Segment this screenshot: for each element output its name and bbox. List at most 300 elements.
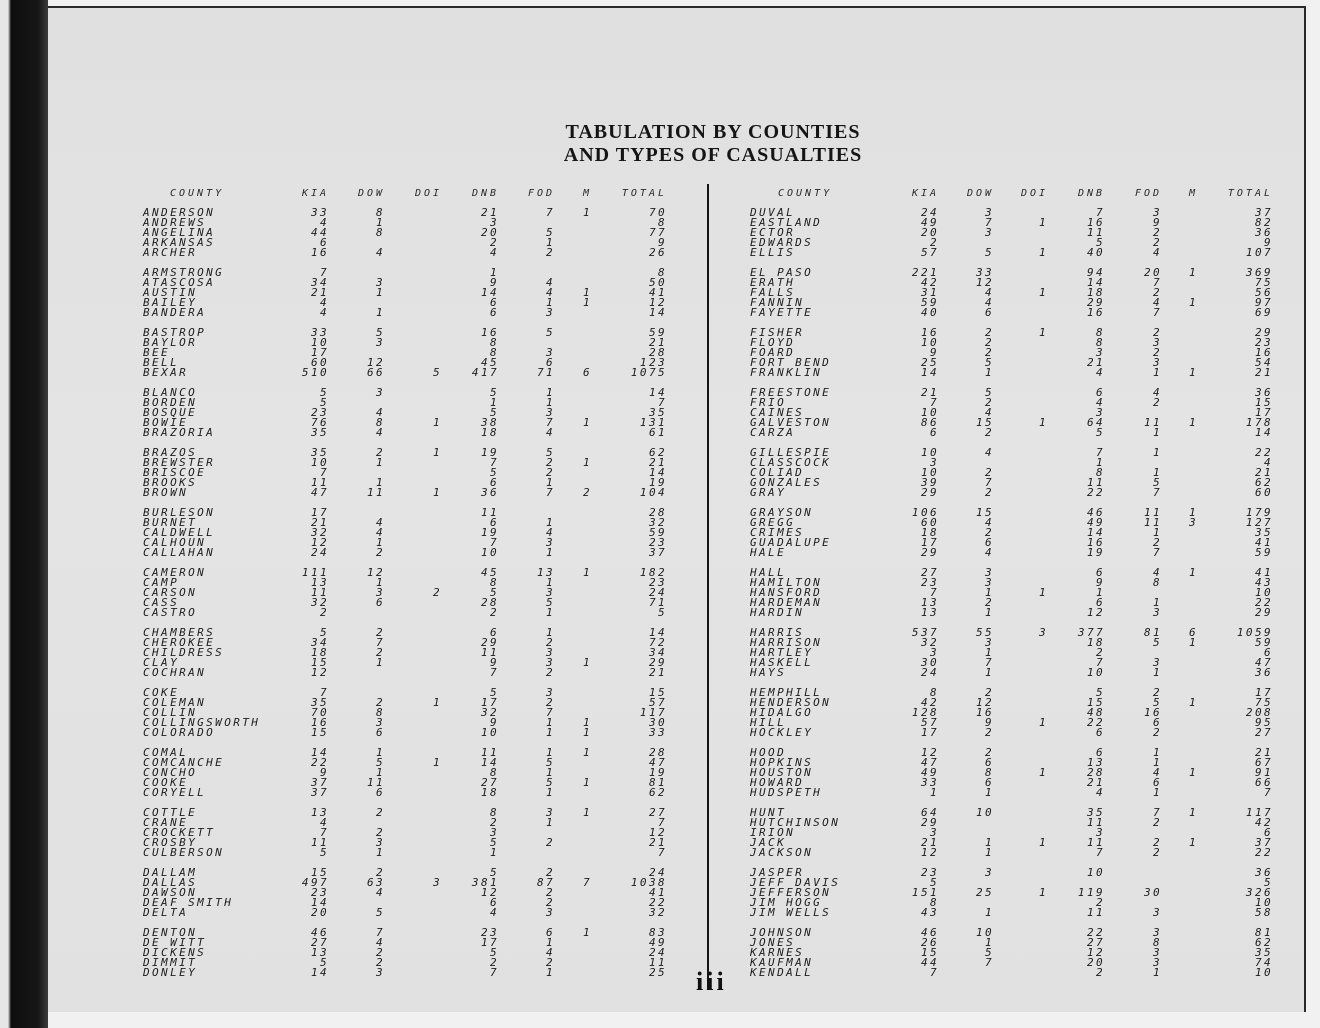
dnb-count: 7 (489, 666, 499, 679)
kia-count: 44 (920, 956, 939, 969)
dnb-count: 94 (1086, 266, 1105, 279)
fod-count: 2 (1152, 236, 1162, 249)
dow-count: 8 (375, 206, 385, 219)
kia-count: 4 (319, 216, 329, 229)
fod-count: 11 (1143, 506, 1162, 519)
dnb-count: 23 (480, 926, 499, 939)
dnb-count: 16 (480, 326, 499, 339)
county-name: HAYS (750, 666, 787, 679)
fod-count: 1 (1152, 426, 1162, 439)
fod-count: 3 (1152, 946, 1162, 959)
total-count: 24 (648, 946, 667, 959)
county-row (740, 648, 1300, 658)
m-count: 1 (582, 286, 592, 299)
dnb-count: 2 (489, 606, 499, 619)
dnb-count: 18 (1086, 636, 1105, 649)
total-count: 36 (1254, 866, 1273, 879)
doi-count: 1 (432, 416, 442, 429)
dnb-count: 6 (489, 626, 499, 639)
fod-count: 4 (1152, 766, 1162, 779)
county-name: ANDERSON (143, 206, 216, 219)
dnb-count: 6 (489, 896, 499, 909)
county-row (740, 608, 1300, 618)
dnb-count: 11 (480, 646, 499, 659)
county-row (740, 908, 1300, 918)
county-row (740, 628, 1300, 638)
county-name: HALE (750, 546, 787, 559)
total-count: 21 (648, 836, 667, 849)
dnb-count: 7 (1095, 846, 1105, 859)
total-count: 15 (648, 686, 667, 699)
county-row (130, 358, 690, 368)
dow-count: 11 (366, 776, 385, 789)
fod-count: 4 (1152, 296, 1162, 309)
kia-count: 60 (920, 516, 939, 529)
kia-count: 6 (929, 426, 939, 439)
total-count: 15 (1254, 396, 1273, 409)
dnb-count: 27 (1086, 936, 1105, 949)
total-count: 12 (648, 296, 667, 309)
county-name: ANGELINA (143, 226, 216, 239)
dnb-count: 20 (480, 226, 499, 239)
county-row (130, 788, 690, 798)
kia-count: 221 (911, 266, 939, 279)
county-name: FOARD (750, 346, 796, 359)
dnb-count: 5 (489, 946, 499, 959)
kia-count: 32 (310, 596, 329, 609)
dnb-count: 19 (480, 446, 499, 459)
m-count: 3 (1188, 516, 1198, 529)
dow-count: 33 (975, 266, 994, 279)
county-name: CASTRO (143, 606, 198, 619)
total-count: 36 (1254, 226, 1273, 239)
fod-count: 8 (1152, 936, 1162, 949)
county-row (740, 358, 1300, 368)
column-header-doi: DOI (414, 188, 442, 199)
kia-count: 14 (920, 366, 939, 379)
county-row (130, 878, 690, 888)
total-count: 57 (648, 696, 667, 709)
fod-count: 2 (1152, 536, 1162, 549)
m-count: 1 (1188, 566, 1198, 579)
county-row (740, 328, 1300, 338)
total-count: 7 (657, 816, 667, 829)
total-count: 37 (648, 546, 667, 559)
kia-count: 7 (319, 266, 329, 279)
county-name: FISHER (750, 326, 805, 339)
county-row (130, 298, 690, 308)
dnb-count: 7 (489, 536, 499, 549)
dow-count: 4 (375, 886, 385, 899)
county-name: HARDIN (750, 606, 805, 619)
kia-count: 15 (310, 866, 329, 879)
county-name: BAYLOR (143, 336, 198, 349)
kia-count: 9 (929, 346, 939, 359)
dnb-count: 2 (1095, 896, 1105, 909)
total-count: 127 (1245, 516, 1273, 529)
dnb-count: 9 (489, 656, 499, 669)
county-row (740, 368, 1300, 378)
county-name: JEFF DAVIS (750, 876, 841, 889)
county-row (740, 788, 1300, 798)
county-name: FORT BEND (750, 356, 832, 369)
dnb-count: 11 (1086, 836, 1105, 849)
dow-count: 5 (984, 946, 994, 959)
county-row (130, 508, 690, 518)
fod-count: 2 (545, 456, 555, 469)
m-count: 1 (582, 776, 592, 789)
county-name: BRAZOS (143, 446, 198, 459)
fod-count: 3 (1152, 656, 1162, 669)
fod-count: 5 (545, 226, 555, 239)
dnb-count: 10 (1086, 866, 1105, 879)
kia-count: 64 (920, 806, 939, 819)
fod-count: 16 (1143, 706, 1162, 719)
county-name: HARDEMAN (750, 596, 823, 609)
dnb-count: 9 (489, 276, 499, 289)
county-row (740, 308, 1300, 318)
dow-count: 4 (375, 246, 385, 259)
total-count: 61 (648, 426, 667, 439)
county-row (740, 928, 1300, 938)
county-name: HOUSTON (750, 766, 814, 779)
fod-count: 6 (1152, 776, 1162, 789)
left-casualty-table (130, 184, 690, 984)
county-name: DICKENS (143, 946, 207, 959)
county-name: COCHRAN (143, 666, 207, 679)
column-header-dow: DOW (357, 188, 385, 199)
dnb-count: 7 (1095, 446, 1105, 459)
county-row (130, 648, 690, 658)
kia-count: 29 (920, 816, 939, 829)
kia-count: 24 (920, 206, 939, 219)
dow-count: 1 (984, 366, 994, 379)
county-row (130, 248, 690, 258)
fod-count: 2 (1152, 396, 1162, 409)
dnb-count: 377 (1077, 626, 1105, 639)
total-count: 104 (639, 486, 667, 499)
right-casualty-table (740, 184, 1300, 984)
county-name: GALVESTON (750, 416, 832, 429)
m-count: 1 (1188, 766, 1198, 779)
kia-count: 16 (310, 716, 329, 729)
county-name: CAMP (143, 576, 180, 589)
total-count: 19 (648, 476, 667, 489)
dow-count: 2 (984, 526, 994, 539)
fod-count: 1 (545, 746, 555, 759)
county-row (130, 588, 690, 598)
dnb-count: 6 (1095, 746, 1105, 759)
fod-count: 3 (1152, 926, 1162, 939)
dnb-count: 8 (489, 336, 499, 349)
total-count: 178 (1245, 416, 1273, 429)
fod-count: 2 (545, 666, 555, 679)
county-name: HUNT (750, 806, 787, 819)
fod-count: 1 (1152, 526, 1162, 539)
county-name: BOWIE (143, 416, 189, 429)
kia-count: 9 (319, 766, 329, 779)
dow-count: 7 (984, 656, 994, 669)
county-name: HALL (750, 566, 787, 579)
doi-count: 1 (1038, 586, 1048, 599)
fod-count: 7 (1152, 306, 1162, 319)
county-name: BREWSTER (143, 456, 216, 469)
dnb-count: 5 (1095, 236, 1105, 249)
kia-count: 7 (319, 686, 329, 699)
dnb-count: 5 (489, 386, 499, 399)
dnb-count: 2 (1095, 966, 1105, 979)
county-name: HARTLEY (750, 646, 814, 659)
dnb-count: 16 (1086, 536, 1105, 549)
m-count: 6 (1188, 626, 1198, 639)
fod-count: 1 (1152, 446, 1162, 459)
county-row (740, 718, 1300, 728)
fod-count: 30 (1143, 886, 1162, 899)
fod-count: 1 (545, 816, 555, 829)
dnb-count: 45 (480, 356, 499, 369)
county-row (130, 568, 690, 578)
county-row (740, 218, 1300, 228)
dow-count: 15 (975, 506, 994, 519)
dow-count: 5 (984, 246, 994, 259)
page-number: iii (696, 967, 727, 996)
fod-count: 4 (1152, 386, 1162, 399)
total-count: 9 (657, 236, 667, 249)
county-name: FANNIN (750, 296, 805, 309)
county-row (130, 958, 690, 968)
county-row (130, 658, 690, 668)
page-title-line-1: TABULATION BY COUNTIES (565, 121, 861, 143)
total-count: 26 (648, 246, 667, 259)
county-name: BEE (143, 346, 171, 359)
kia-count: 3 (929, 646, 939, 659)
kia-count: 32 (920, 636, 939, 649)
header-row (130, 189, 690, 199)
dow-count: 3 (375, 716, 385, 729)
fod-count: 2 (1152, 836, 1162, 849)
fod-count: 4 (545, 286, 555, 299)
header-row (740, 189, 1300, 199)
county-row (740, 398, 1300, 408)
kia-count: 10 (310, 336, 329, 349)
county-row (740, 238, 1300, 248)
column-header-dnb: DNB (1077, 188, 1105, 199)
dnb-count: 8 (489, 766, 499, 779)
fod-count: 1 (545, 476, 555, 489)
kia-count: 15 (310, 726, 329, 739)
fod-count: 7 (1152, 276, 1162, 289)
kia-count: 33 (310, 326, 329, 339)
county-name: BEXAR (143, 366, 189, 379)
total-count: 6 (1263, 826, 1273, 839)
county-row (740, 598, 1300, 608)
county-name: JOHNSON (750, 926, 814, 939)
fod-count: 1 (1152, 366, 1162, 379)
county-row (130, 868, 690, 878)
fod-count: 1 (545, 236, 555, 249)
county-row (740, 948, 1300, 958)
dnb-count: 6 (1095, 596, 1105, 609)
dnb-count: 20 (1086, 956, 1105, 969)
fod-count: 1 (545, 766, 555, 779)
fod-count: 71 (536, 366, 555, 379)
kia-count: 7 (929, 586, 939, 599)
county-name: HENDERSON (750, 696, 832, 709)
fod-count: 1 (1152, 466, 1162, 479)
county-name: DAWSON (143, 886, 198, 899)
total-count: 17 (1254, 686, 1273, 699)
dow-count: 1 (984, 646, 994, 659)
dow-count: 12 (366, 356, 385, 369)
dow-count: 2 (375, 546, 385, 559)
total-count: 59 (648, 326, 667, 339)
dnb-count: 7 (1095, 656, 1105, 669)
total-count: 25 (648, 966, 667, 979)
dnb-count: 4 (489, 906, 499, 919)
county-name: DUVAL (750, 206, 796, 219)
county-name: GILLESPIE (750, 446, 832, 459)
county-name: DALLAM (143, 866, 198, 879)
fod-count: 2 (545, 246, 555, 259)
kia-count: 47 (920, 756, 939, 769)
county-row (740, 768, 1300, 778)
county-name: ARCHER (143, 246, 198, 259)
kia-count: 37 (310, 776, 329, 789)
dnb-count: 6 (489, 476, 499, 489)
county-name: CULBERSON (143, 846, 225, 859)
county-name: JACK (750, 836, 787, 849)
total-count: 69 (1254, 306, 1273, 319)
total-count: 74 (1254, 956, 1273, 969)
fod-count: 1 (545, 716, 555, 729)
doi-count: 1 (432, 756, 442, 769)
dow-count: 7 (984, 216, 994, 229)
dow-count: 5 (984, 386, 994, 399)
kia-count: 42 (920, 276, 939, 289)
fod-count: 1 (1152, 666, 1162, 679)
dow-count: 3 (984, 206, 994, 219)
dnb-count: 5 (1095, 686, 1105, 699)
dnb-count: 417 (471, 366, 499, 379)
m-count: 1 (582, 456, 592, 469)
total-count: 16 (1254, 346, 1273, 359)
column-header-county: COUNTY (778, 188, 833, 199)
total-count: 29 (648, 656, 667, 669)
kia-count: 128 (911, 706, 939, 719)
dnb-count: 2 (489, 236, 499, 249)
fod-count: 2 (545, 696, 555, 709)
dnb-count: 15 (1086, 696, 1105, 709)
kia-count: 17 (920, 536, 939, 549)
total-count: 58 (1254, 906, 1273, 919)
county-row (130, 698, 690, 708)
total-count: 56 (1254, 286, 1273, 299)
county-name: FRANKLIN (750, 366, 823, 379)
column-header-dow: DOW (966, 188, 994, 199)
kia-count: 57 (920, 246, 939, 259)
county-row (130, 668, 690, 678)
doi-count: 3 (432, 876, 442, 889)
total-count: 7 (657, 396, 667, 409)
county-name: ANDREWS (143, 216, 207, 229)
county-row (130, 768, 690, 778)
county-row (740, 888, 1300, 898)
kia-count: 24 (310, 546, 329, 559)
dow-count: 3 (984, 576, 994, 589)
total-count: 22 (1254, 846, 1273, 859)
dow-count: 3 (984, 636, 994, 649)
total-count: 5 (1263, 876, 1273, 889)
fod-count: 6 (1152, 716, 1162, 729)
kia-count: 3 (929, 826, 939, 839)
dow-count: 1 (375, 476, 385, 489)
county-name: CRIMES (750, 526, 805, 539)
dnb-count: 11 (1086, 816, 1105, 829)
total-count: 41 (1254, 566, 1273, 579)
kia-count: 21 (920, 836, 939, 849)
fod-count: 2 (1152, 226, 1162, 239)
dow-count: 1 (375, 456, 385, 469)
total-count: 131 (639, 416, 667, 429)
dow-count: 1 (375, 306, 385, 319)
county-row (130, 458, 690, 468)
total-count: 95 (1254, 716, 1273, 729)
county-row (130, 428, 690, 438)
dow-count: 2 (984, 466, 994, 479)
total-count: 28 (648, 746, 667, 759)
dow-count: 1 (375, 216, 385, 229)
county-row (740, 588, 1300, 598)
dow-count: 1 (984, 666, 994, 679)
county-name: FALLS (750, 286, 796, 299)
county-name: HANSFORD (750, 586, 823, 599)
fod-count: 5 (545, 596, 555, 609)
dow-count: 1 (984, 586, 994, 599)
dow-count: 4 (375, 426, 385, 439)
fod-count: 3 (1152, 206, 1162, 219)
total-count: 59 (1254, 636, 1273, 649)
dnb-count: 12 (1086, 606, 1105, 619)
m-count: 1 (1188, 836, 1198, 849)
total-count: 72 (648, 636, 667, 649)
dnb-count: 5 (489, 836, 499, 849)
county-row (740, 278, 1300, 288)
county-row (130, 478, 690, 488)
dow-count: 2 (984, 336, 994, 349)
total-count: 71 (648, 596, 667, 609)
county-name: HASKELL (750, 656, 814, 669)
fod-count: 3 (1152, 956, 1162, 969)
dow-count: 1 (984, 836, 994, 849)
county-row (130, 548, 690, 558)
kia-count: 13 (310, 946, 329, 959)
county-row (130, 528, 690, 538)
column-header-kia: KIA (911, 188, 939, 199)
kia-count: 4 (319, 296, 329, 309)
county-row (130, 778, 690, 788)
m-count: 1 (582, 746, 592, 759)
dnb-count: 3 (489, 216, 499, 229)
county-name: CHAMBERS (143, 626, 216, 639)
dnb-count: 4 (489, 246, 499, 259)
column-header-doi: DOI (1020, 188, 1048, 199)
fod-count: 6 (545, 926, 555, 939)
dnb-count: 19 (480, 526, 499, 539)
fod-count: 5 (1152, 636, 1162, 649)
county-row (740, 838, 1300, 848)
total-count: 60 (1254, 486, 1273, 499)
total-count: 42 (1254, 816, 1273, 829)
